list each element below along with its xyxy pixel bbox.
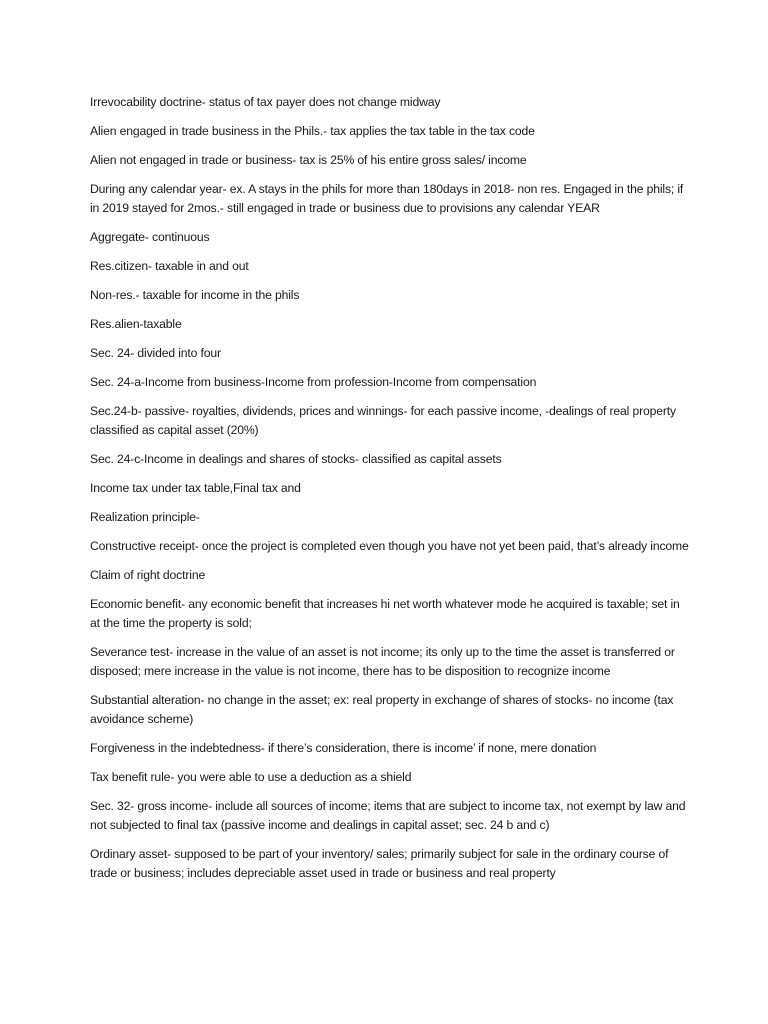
paragraph-income-tax-under-tax-table: Income tax under tax table,Final tax and — [90, 481, 301, 495]
paragraph-ordinary-asset: Ordinary asset- supposed to be part of your inventory/ sales; primarily subject for sale in the ordinary course of trade or business; includes depreciable asset used in trade or business and real property — [90, 847, 669, 880]
paragraph-claim-of-right: Claim of right doctrine — [90, 568, 206, 582]
paragraph-forgiveness-indebtedness: Forgiveness in the indebtedness- if there’s consideration, there is income’ if none, mere donation — [90, 741, 597, 755]
paragraph-sec-24: Sec. 24- divided into four — [90, 346, 221, 360]
paragraph-constructive-receipt: Constructive receipt- once the project is completed even though you have not yet been paid, that’s already income — [90, 539, 689, 553]
paragraph-non-resident: Non-res.- taxable for income in the phils — [90, 288, 300, 302]
paragraph-irrevocability-doctrine: Irrevocability doctrine- status of tax payer does not change midway — [90, 95, 441, 109]
document-body — [90, 93, 690, 893]
paragraph-sec-24-a: Sec. 24-a-Income from business-Income from profession-Income from compensation — [90, 375, 537, 389]
paragraph-tax-benefit-rule: Tax benefit rule- you were able to use a deduction as a shield — [90, 770, 412, 784]
paragraph-resident-alien: Res.alien-taxable — [90, 317, 182, 331]
paragraph-severance-test: Severance test- increase in the value of an asset is not income; its only up to the time the asset is transferred or disposed; mere increase in the value is not income, there has to be disposition to recognize income — [90, 645, 675, 678]
paragraph-substantial-alteration: Substantial alteration- no change in the asset; ex: real property in exchange of shares of stocks- no income (tax avoidance scheme) — [90, 693, 674, 726]
paragraph-realization-principle: Realization principle- — [90, 510, 200, 524]
paragraph-calendar-year: During any calendar year- ex. A stays in the phils for more than 180days in 2018- non res. Engaged in the phils; if in 2019 stayed for 2mos.- still engaged in trade or business due to provisions any calendar YEAR — [90, 182, 684, 215]
paragraph-sec-24-c: Sec. 24-c-Income in dealings and shares of stocks- classified as capital assets — [90, 452, 502, 466]
paragraph-sec-32: Sec. 32- gross income- include all sources of income; items that are subject to income tax, not exempt by law and not subjected to final tax (passive income and dealings in capital asset; sec. 24 b and c) — [90, 799, 686, 832]
paragraph-alien-not-engaged: Alien not engaged in trade or business- tax is 25% of his entire gross sales/ income — [90, 153, 527, 167]
paragraph-sec-24-b: Sec.24-b- passive- royalties, dividends, prices and winnings- for each passive income, -dealings of real property classified as capital asset (20%) — [90, 404, 676, 437]
paragraph-aggregate: Aggregate- continuous — [90, 230, 210, 244]
paragraph-alien-engaged-in-trade: Alien engaged in trade business in the Phils.- tax applies the tax table in the tax code — [90, 124, 535, 138]
paragraph-resident-citizen: Res.citizen- taxable in and out — [90, 259, 249, 273]
paragraph-economic-benefit: Economic benefit- any economic benefit that increases hi net worth whatever mode he acquired is taxable; set in at the time the property is sold; — [90, 597, 680, 630]
